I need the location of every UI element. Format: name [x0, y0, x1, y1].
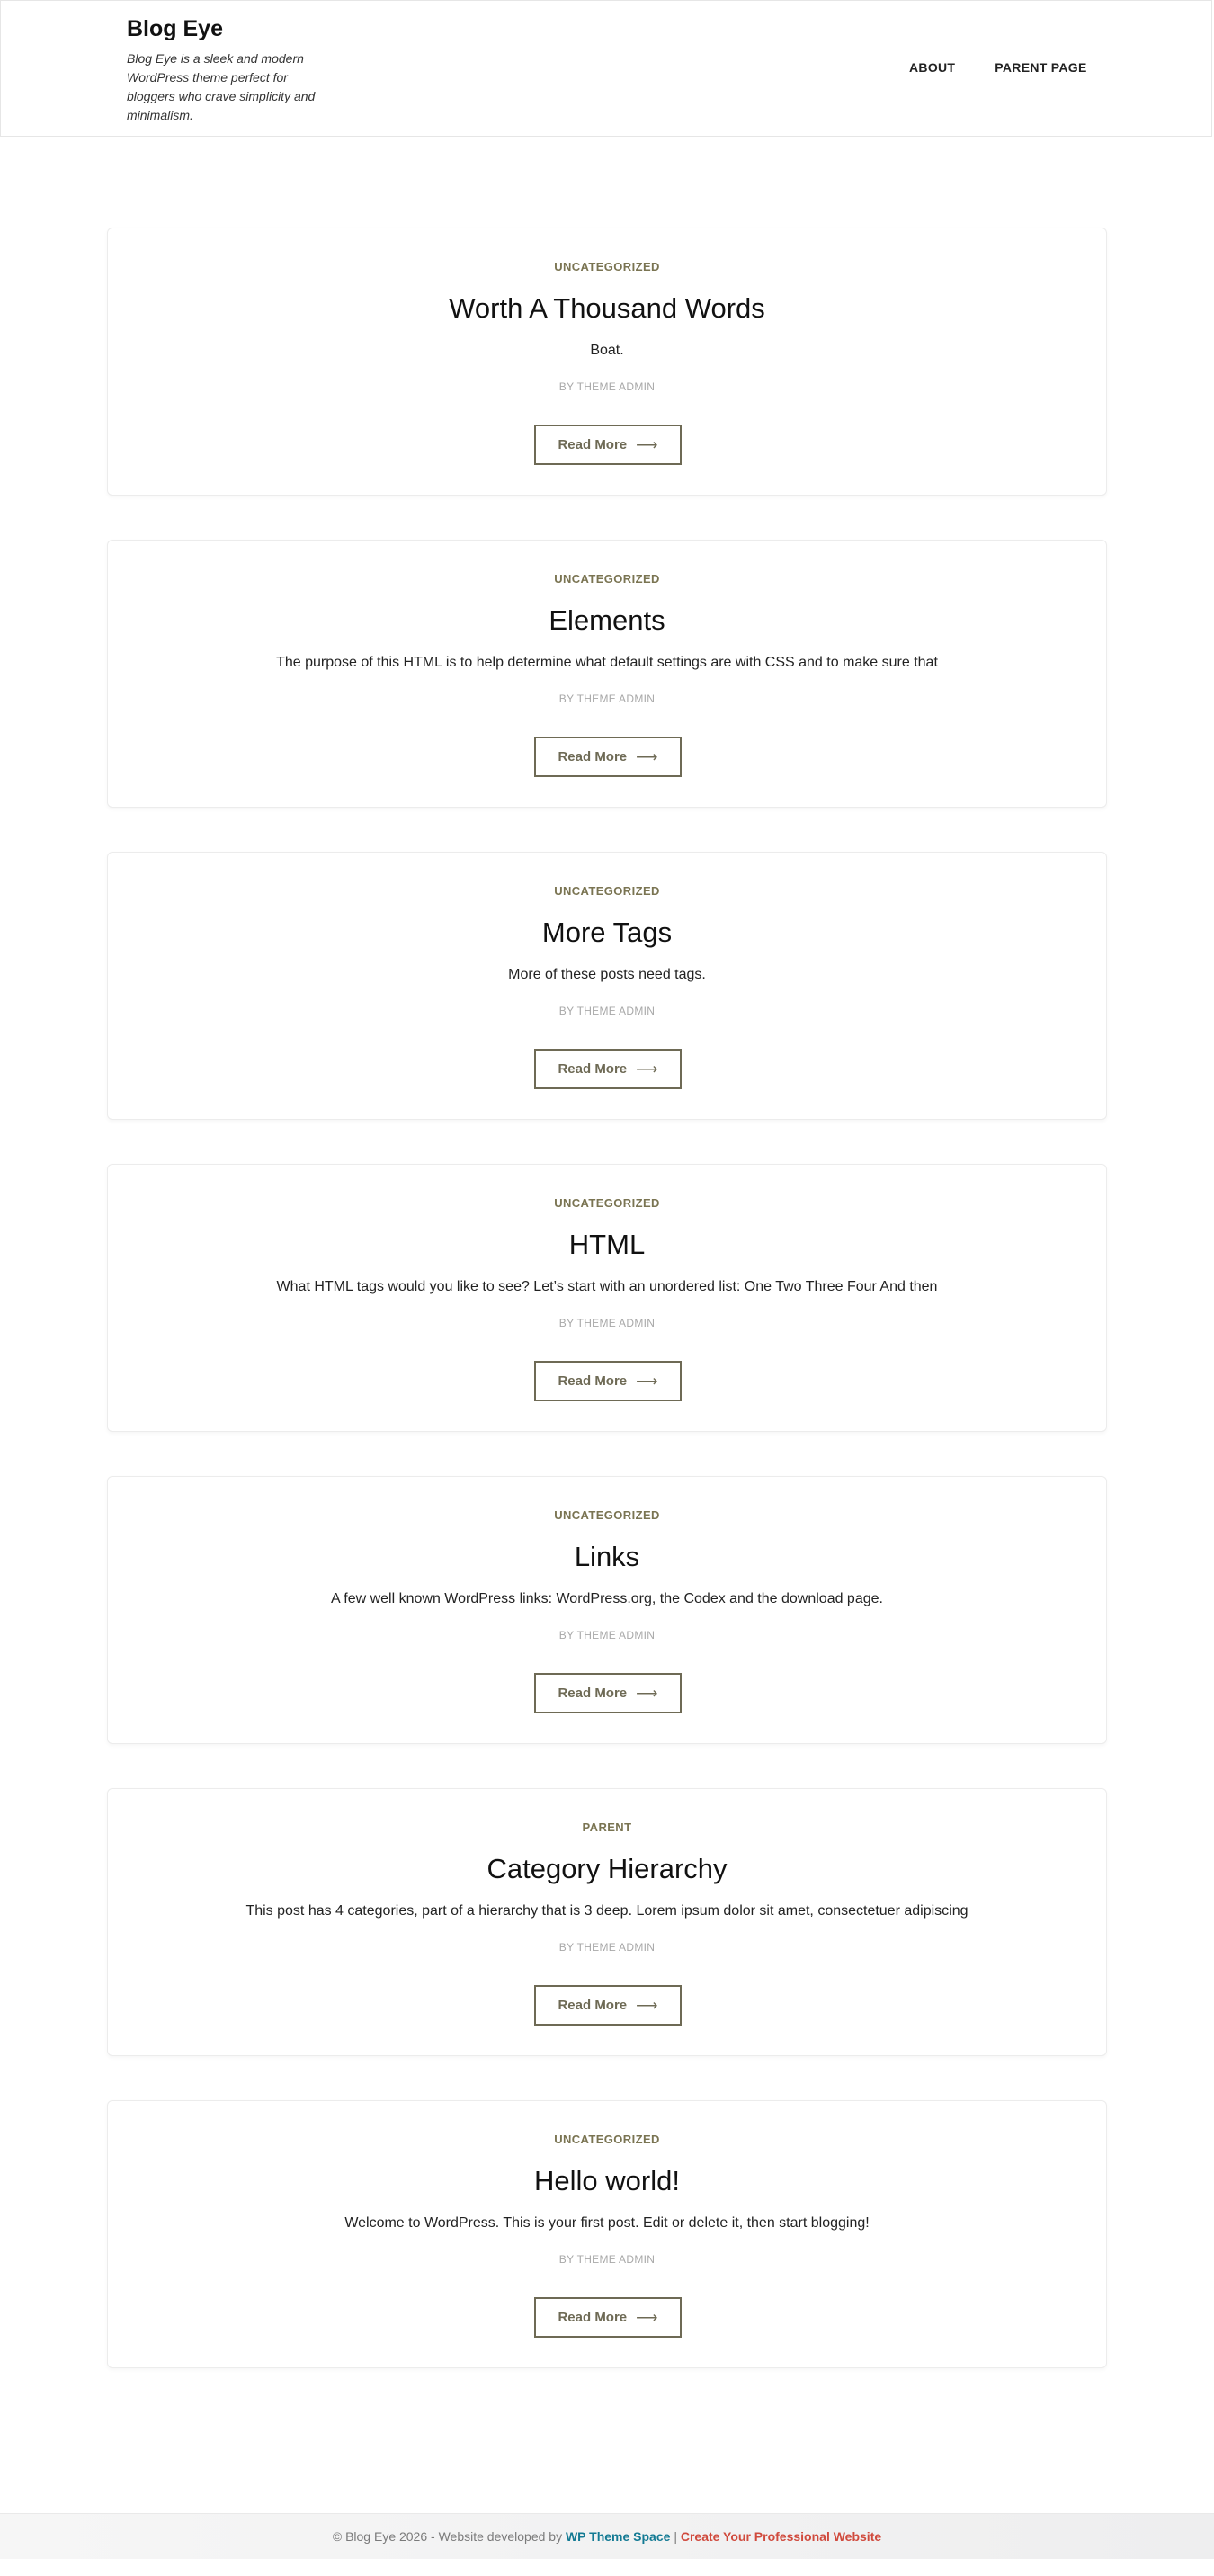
post-excerpt: What HTML tags would you like to see? Let’s start with an unordered list: One Two Three Four And then [276, 1279, 938, 1294]
read-more-label: Read More [558, 437, 628, 452]
post-title[interactable]: Elements [549, 604, 665, 636]
read-more-label: Read More [558, 749, 628, 765]
footer-copyright: © Blog Eye 2026 - Website developed by [332, 2529, 563, 2544]
post-excerpt: The purpose of this HTML is to help determine what default settings are with CSS and to make sure that [276, 655, 938, 670]
post-excerpt: Welcome to WordPress. This is your first post. Edit or delete it, then start blogging! [344, 2215, 870, 2231]
post-category[interactable]: UNCATEGORIZED [554, 1508, 660, 1522]
post-title[interactable]: HTML [568, 1229, 646, 1260]
post-author: BY THEME ADMIN [558, 1317, 656, 1329]
footer-promo-link[interactable]: Create Your Professional Website [680, 2529, 882, 2544]
site-footer [0, 2513, 1214, 2559]
read-more-button[interactable] [534, 737, 682, 777]
read-more-button[interactable] [534, 1049, 682, 1089]
arrow-right-icon: ⟶ [636, 1060, 658, 1078]
post-excerpt: More of these posts need tags. [508, 967, 706, 982]
post-card [107, 852, 1107, 1120]
arrow-right-icon: ⟶ [636, 747, 658, 765]
post-category[interactable]: UNCATEGORIZED [554, 572, 660, 586]
post-title[interactable]: Category Hierarchy [486, 1853, 728, 1884]
post-card [107, 1476, 1107, 1744]
post-card [107, 540, 1107, 808]
post-author: BY THEME ADMIN [558, 693, 656, 705]
arrow-right-icon: ⟶ [636, 2308, 658, 2326]
footer-separator: | [674, 2529, 677, 2544]
post-title[interactable]: Links [574, 1541, 640, 1572]
post-card [107, 1164, 1107, 1432]
post-author: BY THEME ADMIN [558, 1941, 656, 1954]
post-author: BY THEME ADMIN [558, 1005, 656, 1017]
read-more-button[interactable] [534, 1673, 682, 1713]
post-author: BY THEME ADMIN [558, 1629, 656, 1641]
post-category[interactable]: UNCATEGORIZED [554, 1196, 660, 1210]
post-title[interactable]: More Tags [541, 917, 673, 948]
post-excerpt: A few well known WordPress links: WordPress.org, the Codex and the download page. [331, 1591, 883, 1606]
site-tagline: Blog Eye is a sleek and modern WordPress theme perfect for bloggers who crave simplicity and minimalism. [127, 51, 316, 122]
nav-item-parent-page[interactable]: PARENT PAGE [995, 60, 1087, 75]
read-more-button[interactable] [534, 1361, 682, 1401]
read-more-label: Read More [558, 1998, 628, 2013]
arrow-right-icon: ⟶ [636, 1684, 658, 1702]
site-title[interactable]: Blog Eye [127, 16, 223, 41]
read-more-button[interactable] [534, 2297, 682, 2338]
arrow-right-icon: ⟶ [636, 1372, 658, 1390]
post-card [107, 228, 1107, 496]
read-more-button[interactable] [534, 1985, 682, 2026]
read-more-label: Read More [558, 1061, 628, 1077]
post-excerpt: Boat. [590, 343, 624, 358]
main-nav [909, 60, 1087, 75]
site-branding [127, 15, 361, 125]
site-header [0, 0, 1212, 137]
read-more-button[interactable] [534, 425, 682, 465]
post-category[interactable]: UNCATEGORIZED [554, 884, 660, 898]
post-category[interactable]: UNCATEGORIZED [554, 2133, 660, 2146]
arrow-right-icon: ⟶ [636, 1996, 658, 2014]
read-more-label: Read More [558, 1686, 628, 1701]
read-more-label: Read More [558, 1373, 628, 1389]
post-title[interactable]: Hello world! [534, 2165, 680, 2196]
post-title[interactable]: Worth A Thousand Words [449, 292, 765, 324]
post-category[interactable]: UNCATEGORIZED [554, 260, 660, 273]
post-category[interactable]: PARENT [582, 1820, 632, 1834]
post-excerpt: This post has 4 categories, part of a hierarchy that is 3 deep. Lorem ipsum dolor sit amet, consectetuer adipiscing [245, 1903, 969, 1919]
post-card [107, 2100, 1107, 2368]
nav-item-about[interactable]: ABOUT [909, 60, 956, 75]
post-author: BY THEME ADMIN [558, 380, 656, 393]
read-more-label: Read More [558, 2310, 628, 2325]
post-author: BY THEME ADMIN [558, 2253, 656, 2266]
footer-developer-link[interactable]: WP Theme Space [565, 2529, 671, 2544]
arrow-right-icon: ⟶ [636, 435, 658, 453]
post-card [107, 1788, 1107, 2056]
